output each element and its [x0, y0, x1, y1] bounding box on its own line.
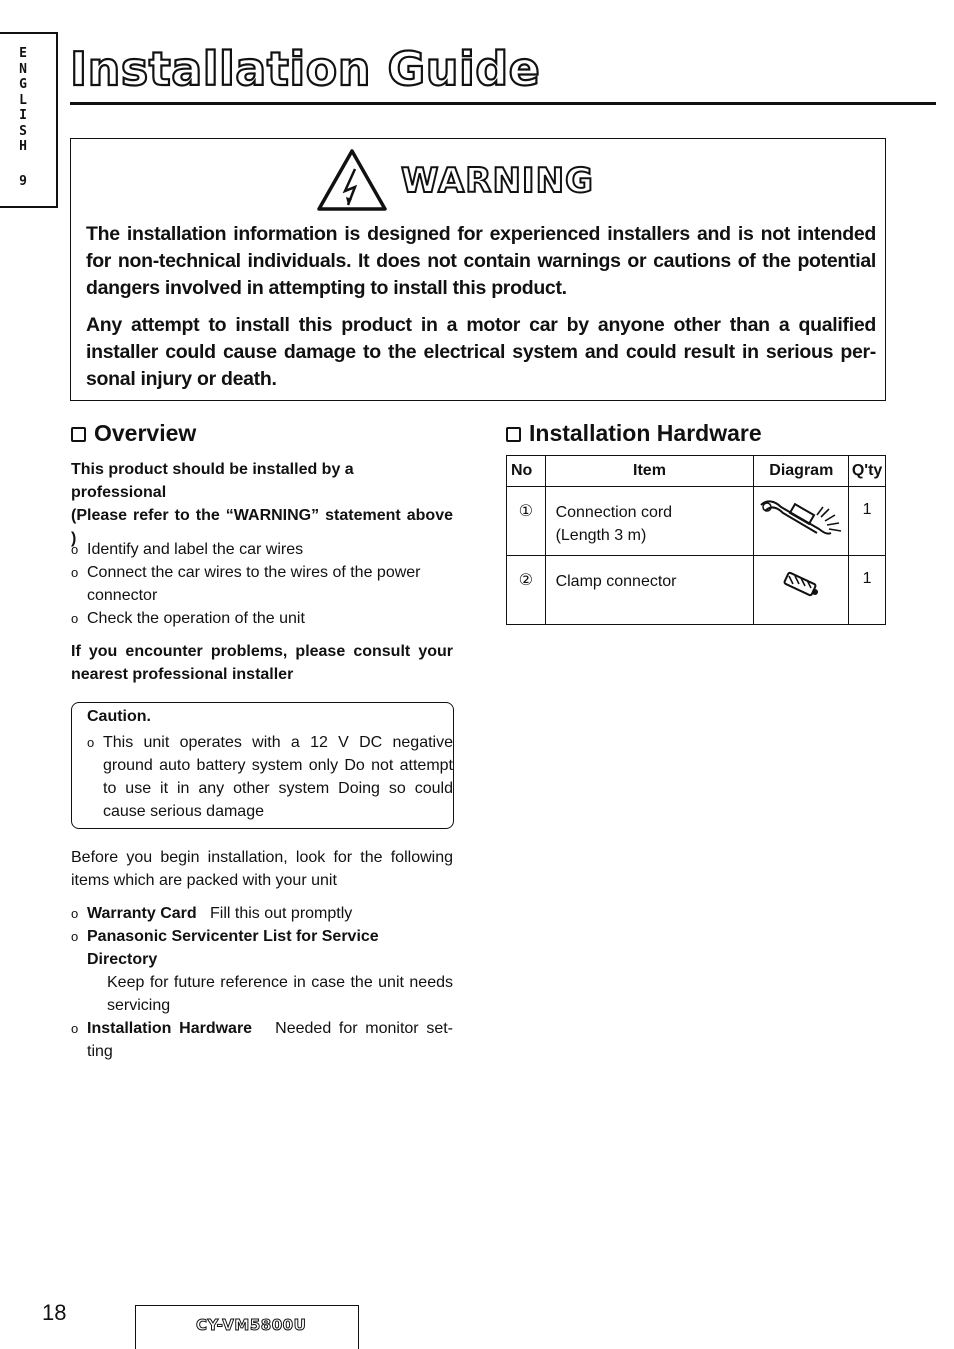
table-row: [507, 556, 886, 625]
item-name: Connection cord: [555, 504, 673, 521]
warning-box: [70, 138, 886, 401]
hardware-heading: [506, 420, 762, 447]
step-item: o Check the operation of the unit: [71, 607, 453, 630]
warning-paragraph: Any attempt to install this product in a motor car by anyone other than a qualified installer could cause damage to the electrical system and could result in serious per-sonal injury or death.: [86, 314, 876, 390]
intro-line: (Please refer to the “WARNING” statement above ): [71, 507, 453, 547]
packed-item-name: o Panasonic Servicenter List for Service Directory: [87, 928, 379, 968]
tab-letter: S: [19, 123, 27, 139]
row-number: ②: [507, 556, 546, 625]
row-item: [545, 487, 754, 556]
table-header-row: [507, 456, 886, 487]
item-detail: (Length 3 m): [555, 527, 647, 544]
warning-paragraph: The installation information is designed for experienced installers and is not intended for non-technical individuals. It does not contain warnings or cautions of the potential dangers involved in attempting to install this product.: [86, 223, 876, 299]
packed-item: [71, 1017, 453, 1063]
row-number: ①: [507, 487, 546, 556]
model-box: [135, 1305, 359, 1349]
packed-item-name: Installation Hardware: [87, 1020, 253, 1037]
hardware-heading-text: Installation Hardware: [529, 420, 762, 446]
warning-heading: WARNING: [401, 161, 594, 201]
column-header: Diagram: [754, 456, 849, 487]
intro-line: This product should be installed by a professional: [71, 461, 354, 501]
item-name: Clamp connector: [555, 573, 677, 590]
tab-letter: L: [19, 92, 27, 108]
section-page-number: 9: [19, 174, 27, 189]
packed-item: [71, 925, 453, 1017]
consult-note: If you encounter problems, please consult your nearest professional installer: [71, 643, 453, 683]
electrical-hazard-icon: [315, 147, 389, 213]
tab-letter: G: [19, 77, 27, 92]
tab-letter: H: [19, 139, 27, 154]
packed-item-desc: Fill this out promptly: [210, 905, 353, 922]
language-label: [14, 46, 32, 155]
column-header: Q'ty: [849, 456, 886, 487]
table-row: [507, 487, 886, 556]
page-title: Installation Guide: [70, 42, 541, 96]
overview-heading-text: Overview: [94, 420, 197, 446]
packed-item-desc: Keep for future reference in case the unit needs servicing: [107, 974, 453, 1014]
hardware-table: [506, 455, 886, 625]
row-qty: 1: [849, 487, 886, 556]
page-number: 18: [42, 1300, 67, 1325]
model-label: CY-VM5800U: [196, 1316, 307, 1334]
tab-letter: N: [19, 61, 27, 77]
row-diagram: [754, 487, 849, 556]
clamp-connector-diagram-icon: [779, 570, 823, 598]
language-side-tab: [0, 32, 58, 208]
title-rule: [70, 102, 936, 105]
before-install-text: Before you begin installation, look for the following items which are packed with your unit: [71, 849, 453, 889]
column-header: No: [507, 456, 546, 487]
row-item: [545, 556, 754, 625]
packed-item-name: Warranty Card: [87, 905, 197, 922]
overview-steps: [71, 538, 453, 630]
step-item: o Identify and label the car wires: [71, 538, 453, 561]
caution-title: Caution.: [87, 708, 151, 725]
overview-heading: [71, 420, 196, 447]
tab-letter: E: [19, 46, 27, 61]
caution-text: o This unit operates with a 12 V DC negative ground auto battery system only Do not attempt to use it in any other system Doing so could cause serious damage: [87, 731, 453, 823]
overview-intro: [71, 458, 453, 550]
step-item: o Connect the car wires to the wires of the power connector: [71, 561, 453, 607]
tab-letter: I: [19, 108, 27, 123]
row-qty: 1: [849, 556, 886, 625]
section-checkbox-icon: [71, 427, 86, 442]
section-checkbox-icon: [506, 427, 521, 442]
packed-item: [71, 902, 453, 925]
caution-box: [71, 702, 454, 829]
column-header: Item: [545, 456, 754, 487]
packed-items-list: [71, 902, 453, 1063]
packed-item-desc: Needed for monitor set-ting: [87, 1020, 453, 1060]
connection-cord-diagram-icon: [757, 495, 845, 541]
row-diagram: [754, 556, 849, 625]
